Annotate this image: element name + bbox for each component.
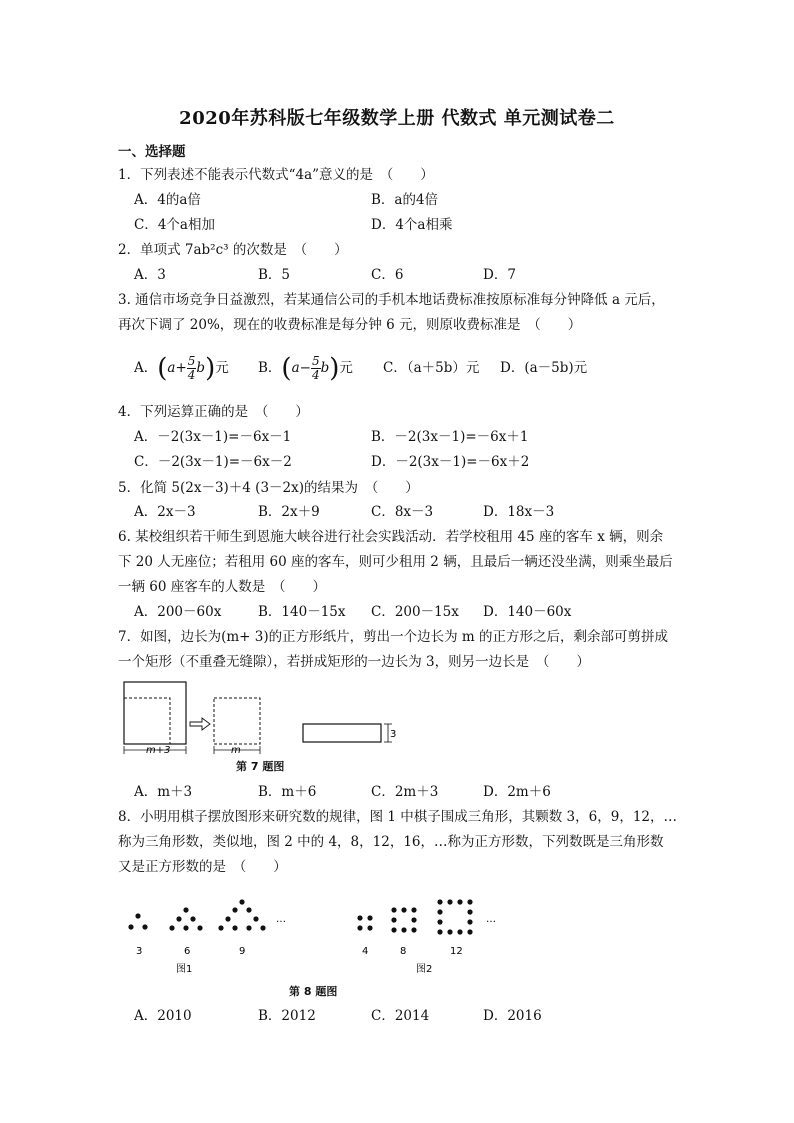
inner-dashed-square: [124, 698, 170, 744]
arrow-icon: [190, 718, 210, 730]
q4-option-d: D．－2(3x－1)=－6x＋2: [371, 454, 530, 470]
label-m-plus-3: m+3: [146, 745, 171, 756]
fig2-label-12: 12: [450, 946, 463, 957]
q1-option-a: A．4的a倍: [134, 192, 201, 208]
q1-option-c: C．4个a相加: [134, 217, 215, 233]
q6-option-c: C．200－15x: [371, 604, 459, 620]
q4-option-a: A．－2(3x－1)=－6x－1: [134, 429, 292, 445]
q4-option-b: B．－2(3x－1)=－6x＋1: [371, 429, 529, 445]
fig1-caption: 图1: [176, 964, 193, 975]
q8-option-d: D．2016: [483, 1008, 542, 1024]
q2-option-c: C．6: [371, 267, 404, 283]
q3-option-b: B．(a− $\frac{5}{4}$ b)元: [258, 353, 353, 384]
q3-stem-line1: 3. 通信市场竞争日益激烈，若某通信公司的手机本地话费标准按原标准每分钟降低 a 元后，: [118, 292, 665, 308]
q6-option-d: D．140－60x: [483, 604, 572, 620]
q3-option-b-denominator: 4: [311, 368, 320, 382]
q3-option-b-letter: B．: [258, 360, 282, 376]
triangle-dots: [128, 899, 265, 930]
cut-square: [214, 698, 260, 744]
q3-option-a-expr: a+: [167, 360, 187, 376]
q7-figure: [118, 678, 408, 758]
q3-option-b-numerator: 5: [311, 354, 320, 368]
q8-option-c: C．2014: [371, 1008, 430, 1024]
q6-stem-line3: 一辆 60 座客车的人数是 （ ）: [118, 579, 327, 595]
q3-option-c: C．（a＋5b）元: [383, 360, 480, 376]
q5-option-b: B．2x＋9: [258, 504, 320, 520]
fig2-caption: 图2: [416, 964, 433, 975]
q3-option-a-unit: 元: [215, 360, 229, 376]
q7-option-d: D．2m＋6: [483, 784, 551, 800]
q3-stem-line2: 再次下调了 20%，现在的收费标准是每分钟 6 元，则原收费标准是 （ ）: [118, 317, 582, 333]
result-rectangle: [303, 724, 381, 742]
q5-option-a: A．2x－3: [134, 504, 196, 520]
q8-option-b: B．2012: [258, 1008, 316, 1024]
q7-figure-caption: 第 7 题图: [236, 760, 285, 773]
q1-option-b: B．a的4倍: [371, 192, 439, 208]
fig1-label-3: 3: [136, 946, 143, 957]
label-3: 3: [390, 729, 397, 740]
q6-stem-line1: 6. 某校组织若干师生到恩施大峡谷进行社会实践活动．若学校租用 45 座的客车 x 辆，则余: [118, 529, 664, 545]
q4-stem: 4．下列运算正确的是 （ ）: [118, 404, 309, 420]
q5-option-c: C．8x－3: [371, 504, 434, 520]
q8-stem-line1: 8．小明用棋子摆放图形来研究数的规律，图 1 中棋子围成三角形，其颗数 3，6，9，12，…: [118, 809, 677, 825]
fig2-ellipsis: …: [486, 914, 496, 925]
label-m: m: [231, 745, 241, 756]
q7-stem-line1: 7．如图，边长为(m+ 3)的正方形纸片，剪出一个边长为 m 的正方形之后，剩余部可剪拼成: [118, 629, 668, 645]
page-title: 2020年苏科版七年级数学上册 代数式 单元测试卷二: [179, 108, 615, 129]
q8-figure: [118, 892, 518, 977]
q3-option-a-var: b: [196, 360, 206, 376]
q5-stem: 5．化简 5(2x－3)＋4 (3－2x)的结果为 （ ）: [118, 480, 419, 496]
q1-option-d: D．4个a相乘: [371, 217, 453, 233]
q2-option-d: D．7: [483, 267, 516, 283]
fig2-label-4: 4: [362, 946, 369, 957]
fig1-label-9: 9: [239, 946, 246, 957]
q6-stem-line2: 下 20 人无座位；若租用 60 座的客车，则可少租用 2 辆，且最后一辆还没坐满，则乘坐最后: [118, 554, 673, 570]
big-square: [124, 682, 186, 744]
q6-option-b: B．140－15x: [258, 604, 346, 620]
q5-option-d: D．18x－3: [483, 504, 555, 520]
q3-option-b-expr: a−: [291, 360, 311, 376]
square-dots: [357, 899, 472, 934]
q2-stem: 2．单项式 7ab²c³ 的次数是 （ ）: [118, 242, 348, 258]
section-heading: 一、选择题: [118, 144, 186, 160]
q7-stem-line2: 一个矩形（不重叠无缝隙），若拼成矩形的一边长为 3，则另一边长是 （ ）: [118, 654, 590, 670]
q8-option-a: A．2010: [134, 1008, 192, 1024]
q6-option-a: A．200－60x: [134, 604, 222, 620]
q3-option-a-numerator: 5: [187, 354, 196, 368]
q3-option-b-unit: 元: [339, 360, 353, 376]
q3-option-a-letter: A．: [134, 360, 158, 376]
q1-stem: 1．下列表述不能表示代数式“4a”意义的是 （ ）: [118, 167, 434, 183]
q8-stem-line3: 又是正方形数的是 （ ）: [118, 859, 287, 875]
q3-option-b-var: b: [320, 360, 330, 376]
q3-option-a-denominator: 4: [187, 368, 196, 382]
q7-option-c: C．2m＋3: [371, 784, 439, 800]
q8-figure-caption: 第 8 题图: [289, 985, 338, 998]
q3-option-d: D．(a－5b)元: [500, 360, 588, 376]
q3-option-a: A．(a+ $\frac{5}{4}$ b)元: [134, 353, 229, 384]
q7-option-a: A．m＋3: [134, 784, 193, 800]
q8-stem-line2: 称为三角形数，类似地，图 2 中的 4，8，12，16，…称为正方形数，下列数既是三角形数: [118, 834, 664, 850]
fig1-label-6: 6: [184, 946, 191, 957]
q4-option-c: C．－2(3x－1)=－6x－2: [134, 454, 292, 470]
fig2-label-8: 8: [400, 946, 407, 957]
q2-option-b: B．5: [258, 267, 291, 283]
fig1-ellipsis: …: [276, 914, 286, 925]
q7-option-b: B．m＋6: [258, 784, 317, 800]
q2-option-a: A．3: [134, 267, 166, 283]
